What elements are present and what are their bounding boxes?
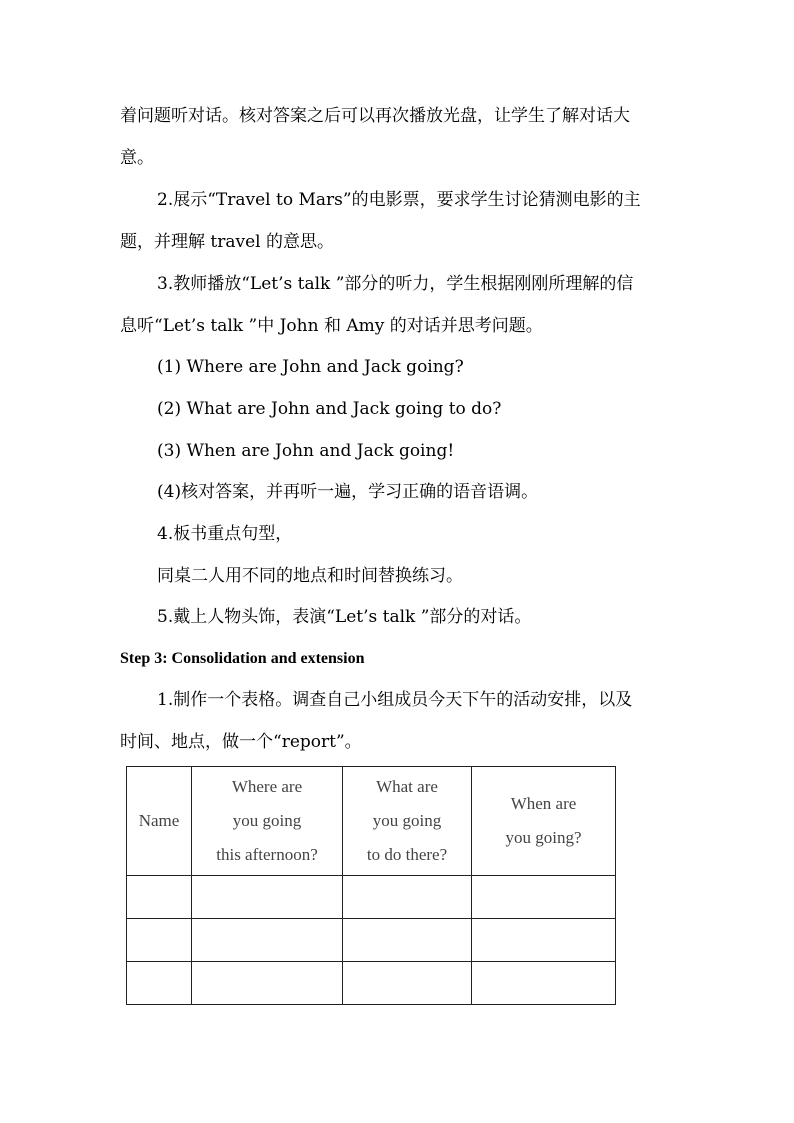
question-1: (1) Where are John and Jack going? <box>157 357 464 377</box>
paragraph-line: 4.板书重点句型， <box>157 524 293 544</box>
table-cell <box>343 919 472 962</box>
paragraph-line: 同桌二人用不同的地点和时间替换练习。 <box>157 566 463 586</box>
paragraph-line: 意。 <box>120 148 154 168</box>
header-line: What are <box>376 777 438 796</box>
header-line: this afternoon? <box>216 845 318 864</box>
table-cell <box>472 919 616 962</box>
header-where <box>192 767 343 876</box>
table-row <box>127 876 616 919</box>
header-when <box>472 767 616 876</box>
table-cell <box>192 962 343 1005</box>
table-cell <box>472 876 616 919</box>
header-line: When are <box>510 794 577 813</box>
header-line: Where are <box>231 777 303 796</box>
header-line: you going? <box>505 828 582 847</box>
paragraph-line: 1.制作一个表格。调查自己小组成员今天下午的活动安排，以及 <box>157 690 633 710</box>
table-row <box>127 962 616 1005</box>
table-cell <box>192 919 343 962</box>
survey-table <box>126 766 616 1005</box>
table-cell <box>127 962 192 1005</box>
paragraph-line: 题，并理解 travel 的意思。 <box>120 232 335 252</box>
header-line: Name <box>138 811 180 830</box>
question-2: (2) What are John and Jack going to do? <box>157 399 502 419</box>
paragraph-line: 时间、地点，做一个“report”。 <box>120 732 362 752</box>
question-4: (4)核对答案，并再听一遍，学习正确的语音语调。 <box>157 482 539 502</box>
table-cell <box>192 876 343 919</box>
table-cell <box>472 962 616 1005</box>
header-line: you going <box>232 811 302 830</box>
question-3: (3) When are John and Jack going! <box>157 441 455 461</box>
section-heading: Step 3: Consolidation and extension <box>120 650 365 667</box>
table-cell <box>343 876 472 919</box>
header-line: to do there? <box>366 845 448 864</box>
header-line: you going <box>372 811 442 830</box>
paragraph-line: 2.展示“Travel to Mars”的电影票，要求学生讨论猜测电影的主 <box>157 190 641 210</box>
table-cell <box>127 876 192 919</box>
paragraph-line: 息听“Let’s talk ”中 John 和 Amy 的对话并思考问题。 <box>120 316 543 336</box>
table-row <box>127 919 616 962</box>
table-cell <box>127 919 192 962</box>
table-cell <box>343 962 472 1005</box>
paragraph-line: 着问题听对话。核对答案之后可以再次播放光盘，让学生了解对话大 <box>120 106 630 126</box>
header-what <box>343 767 472 876</box>
paragraph-line: 5.戴上人物头饰，表演“Let’s talk ”部分的对话。 <box>157 607 532 627</box>
paragraph-line: 3.教师播放“Let’s talk ”部分的听力，学生根据刚刚所理解的信 <box>157 274 634 294</box>
table-header-row <box>127 767 616 876</box>
header-name <box>127 767 192 876</box>
